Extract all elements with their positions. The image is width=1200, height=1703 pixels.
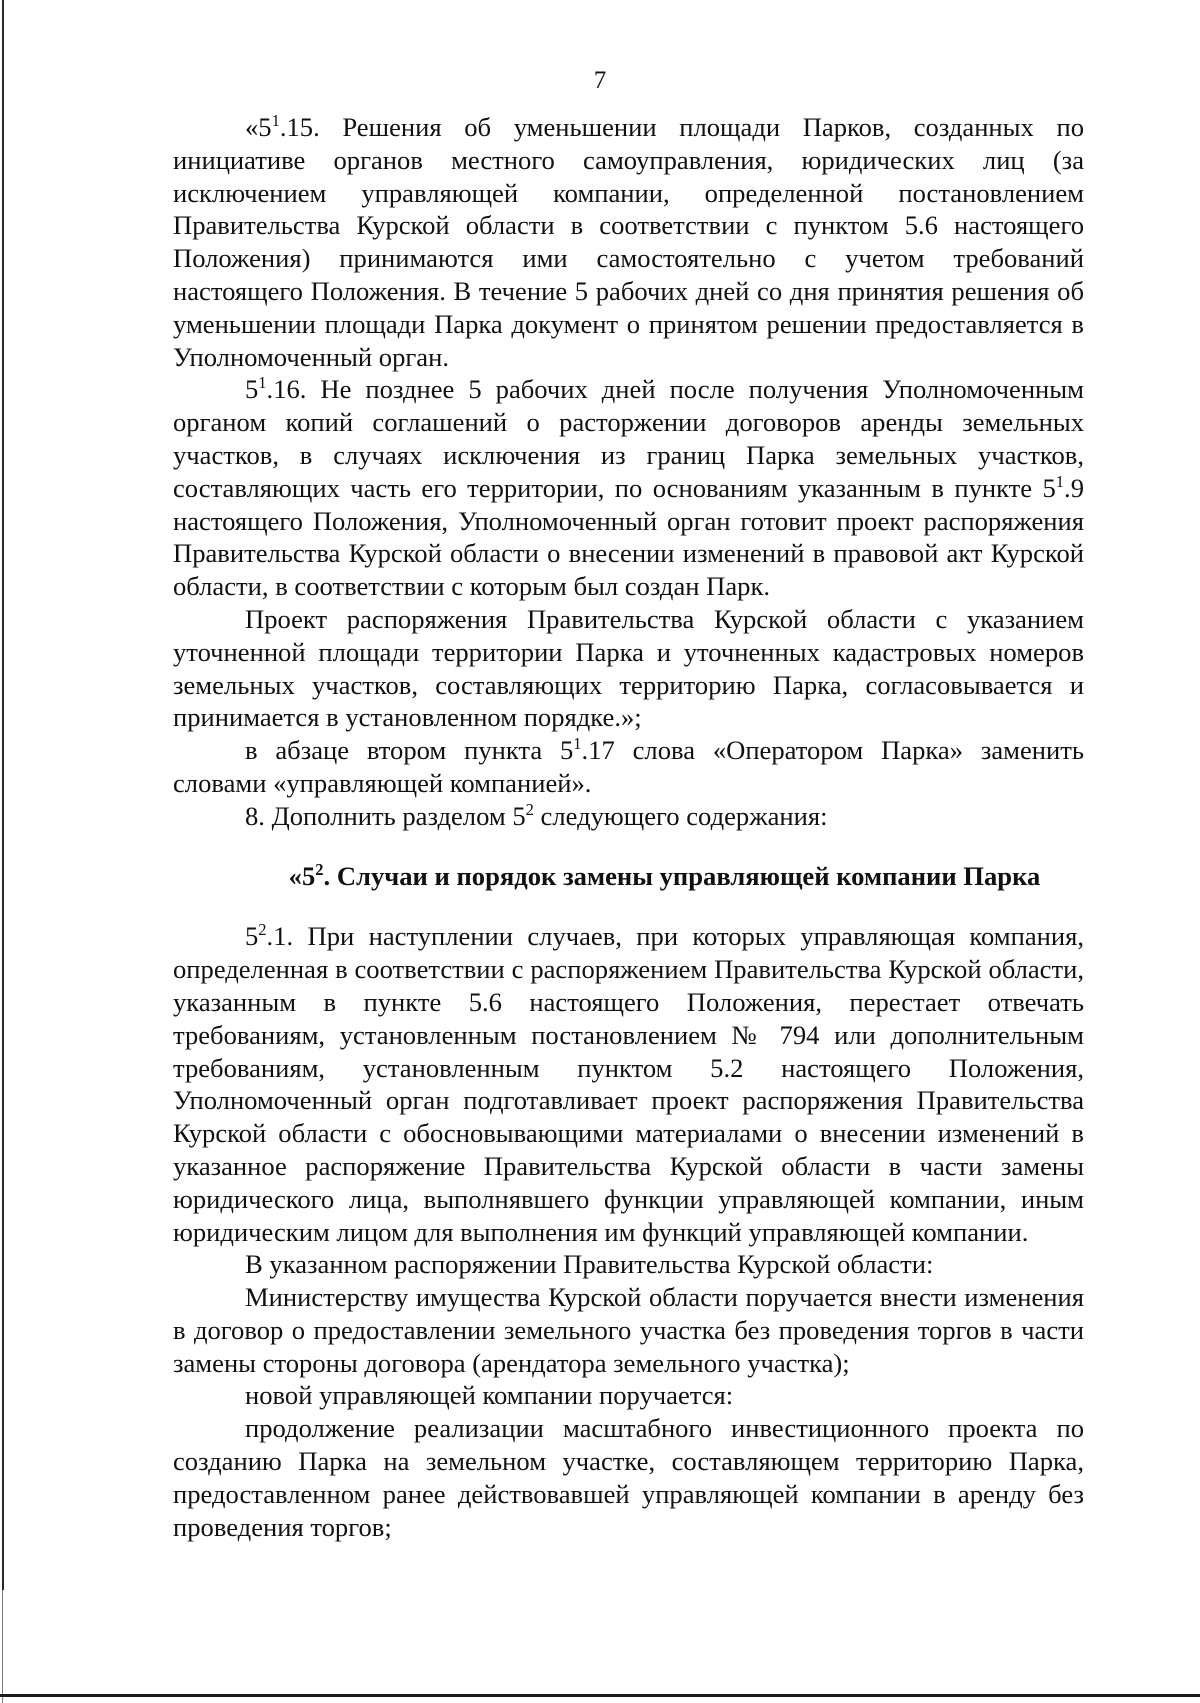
heading-text: . Случаи и порядок замены управляющей компании Парка <box>323 860 1041 891</box>
paragraph-lead: 5 <box>245 921 259 952</box>
page-number: 7 <box>593 67 607 94</box>
paragraph-text: Проект распоряжения Правительства Курской области с указанием уточненной площади территории Парка и уточненных кадастровых номеров земельных участков, составляющих территорию Парка, согласовывается и принимается в установленном порядке.»; <box>173 603 1084 733</box>
paragraph-amend-5-1-17 <box>173 734 1084 800</box>
paragraph-text: .15. Решения об уменьшении площади Парков, созданных по инициативе органов местного самоуправления, юридических лиц (за исключением управляющей компании, определенной постановлением Правительства Курской области в соответствии с пунктом 5.6 настоящего Положения) принимаются ими самостоятельно с учетом требований настоящего Положения. В течение 5 рабочих дней со дня принятия решения об уменьшении площади Парка документ о принятом решении предоставляется в Уполномоченный орган. <box>173 112 1084 372</box>
paragraph-lead: 8. Дополнить разделом 5 <box>245 800 526 831</box>
superscript: 2 <box>258 920 267 940</box>
scan-edge-bottom <box>0 1694 1200 1697</box>
heading-lead: «5 <box>288 860 316 891</box>
paragraph-lead: 5 <box>245 374 259 405</box>
paragraph-5-1-16 <box>173 373 1084 603</box>
scan-edge-left <box>2 0 4 1590</box>
superscript: 1 <box>1055 471 1065 491</box>
paragraph-ministry <box>173 1281 1084 1379</box>
paragraph-text: В указанном распоряжении Правительства Курской области: <box>245 1249 934 1280</box>
superscript: 1 <box>271 110 280 130</box>
paragraph-text: новой управляющей компании поручается: <box>245 1380 734 1411</box>
paragraph-lead: в абзаце втором пункта 5 <box>245 735 574 766</box>
paragraph-text: .16. Не позднее 5 рабочих дней после получения Уполномоченным органом копий соглашений о расторжении договоров аренды земельных участков, в случаях исключения из границ Парка земельных участков, составляющих часть его территории, по основаниям указанным в пункте <box>173 374 1084 503</box>
paragraph-lead: «5 <box>245 112 272 142</box>
paragraph-text: продолжение реализации масштабного инвестиционного проекта по созданию Парка на земельном участке, составляющем территорию Парка, предоставленном ранее действовавшей управляющей компании в аренду без проведения торгов; <box>173 1413 1084 1542</box>
superscript: 1 <box>258 373 267 393</box>
paragraph-lead: 5 <box>1042 472 1056 503</box>
superscript: 2 <box>525 799 534 819</box>
paragraph-item-8 <box>173 800 1084 833</box>
paragraph-5-1-15 <box>173 111 1084 373</box>
superscript: 1 <box>573 733 582 753</box>
section-heading <box>173 860 1084 893</box>
scan-edge-left-lower <box>2 1590 3 1703</box>
paragraph-new-company <box>173 1379 1084 1412</box>
paragraph-continuation <box>173 1412 1084 1543</box>
paragraph-text: .9 настоящего Положения, Уполномоченный орган готовит проект распоряжения Правительства Курской области о внесении изменений в правовой акт Курской области, в соответствии с которым был создан Парк. <box>173 472 1084 602</box>
paragraph-5-2-1 <box>173 920 1084 1248</box>
superscript: 2 <box>315 859 324 879</box>
paragraph-text: следующего содержания: <box>533 800 828 831</box>
paragraph-project-order <box>173 603 1084 734</box>
document-body <box>173 111 1084 1543</box>
paragraph-text: Министерству имущества Курской области поручается внести изменения в договор о предоставлении земельного участка без проведения торгов в части замены стороны договора (арендатора земельного участка); <box>173 1282 1084 1378</box>
paragraph-in-order <box>173 1248 1084 1281</box>
paragraph-text: .17 слова «Оператором Парка» заменить словами «управляющей компанией». <box>173 735 1084 798</box>
paragraph-text: .1. При наступлении случаев, при которых управляющая компания, определенная в соответствии с распоряжением Правительства Курской области, указанным в пункте 5.6 настоящего Положения, перестает отвечать требованиям, установленным постановлением № 794 или дополнительным требованиям, установленным пунктом 5.2 настоящего Положения, Уполномоченный орган подготавливает проект распоряжения Правительства Курской области с обосновывающими материалами о внесении изменений в указанное распоряжение Правительства Курской области в части замены юридического лица, выполнявшего функции управляющей компании, иным юридическим лицом для выполнения им функций управляющей компании. <box>173 921 1084 1247</box>
